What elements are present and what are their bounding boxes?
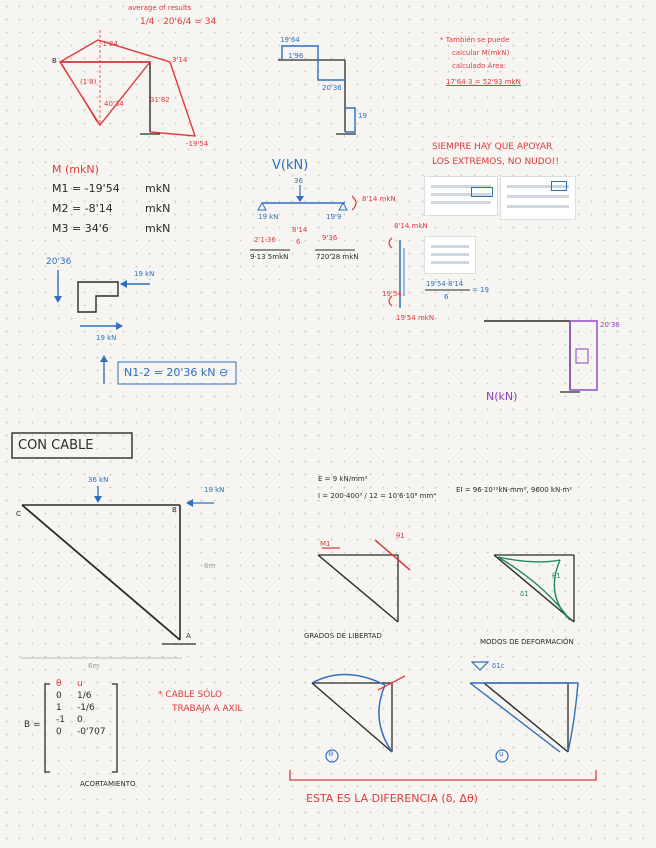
thumbnail-3: [424, 236, 476, 274]
beam-load: 36: [294, 177, 303, 185]
shear-label-v1: 1'96: [288, 52, 304, 60]
delta-label: δ1c: [492, 662, 505, 670]
dof-small-m1: M1: [320, 540, 331, 548]
frame1-label-left: (1'8): [80, 78, 97, 86]
matrix-note: ACORTAMIENTO: [80, 780, 136, 788]
moment-row-2: M2 = -8'14: [52, 202, 113, 215]
matrix-cell: 0: [56, 727, 62, 737]
height-label: 6m: [204, 562, 216, 570]
col-detail-top: 8'14 mkN: [394, 222, 428, 230]
section-title: CON CABLE: [18, 438, 94, 453]
matrix-cell: 1/6: [76, 691, 92, 701]
props-line1: E = 9 kN/mm²: [318, 475, 368, 483]
circle-label-2: u: [499, 750, 504, 758]
warning-line1: SIEMPRE HAY QUE APOYAR: [432, 142, 553, 152]
top-note-title: average of results: [128, 4, 192, 12]
matrix-cell: 0: [56, 691, 62, 701]
beam-frac2-den: 6: [296, 238, 301, 246]
axial-frame: [484, 321, 597, 392]
matrix-cell: -1/6: [76, 703, 95, 713]
load-top: 36 kN: [88, 476, 109, 484]
b-matrix: [50, 678, 112, 738]
warning-line2: LOS EXTREMOS, NO NUDO!!: [432, 157, 559, 167]
frame1-label-lower-mid: 40'34: [104, 100, 124, 108]
mode2-diagram: [470, 662, 578, 762]
difference-note: ESTA ES LA DIFERENCIA (δ, Δθ): [306, 792, 478, 805]
frame1-label-top: -1'84: [100, 40, 118, 48]
props-line2: I = 200·400³ / 12 = 10'6·10⁸ mm⁴: [318, 492, 437, 500]
thumbnail-2: [500, 176, 576, 220]
moment-row-3: M3 = 34'6: [52, 222, 109, 235]
beam-frac1: 2'1·36: [254, 236, 276, 244]
mode1-diagram: [312, 674, 405, 762]
width-label: 6m: [88, 662, 100, 670]
beam-right-moment: 8'14 mkN: [362, 195, 396, 203]
moments-title: M (mkN): [52, 163, 99, 176]
beam-frac1-den: 9·13 5mkN: [250, 253, 289, 261]
mode-small-delta: δ1: [520, 590, 529, 598]
frame1-node-b: B: [52, 57, 57, 65]
col-detail-left: 19'54: [382, 290, 402, 298]
mode-small-theta: θ1: [552, 572, 561, 580]
difference-bracket: [290, 770, 596, 780]
shear-title: V(kN): [272, 158, 309, 173]
n1-result: N1-2 = 20'36 kN ⊖: [124, 366, 229, 379]
note-right-line2: calcular M(mkN): [452, 49, 510, 57]
moment-row-1: M1 = -19'54: [52, 182, 120, 195]
beam-left-reaction: 19 kN: [258, 213, 279, 221]
moment-row-3-unit: mkN: [145, 222, 171, 235]
axial-small-label: 20'36: [46, 257, 72, 267]
col-detail-bottom: 19'54 mkN: [396, 314, 435, 322]
load-right: 19 kN: [204, 486, 225, 494]
note-right-line4: 17'64·3 = 52'93 mkN: [446, 78, 521, 86]
modes-label: MODOS DE DEFORMACIÓN: [480, 638, 574, 646]
axial-frame-title: N(kN): [486, 390, 518, 403]
axial-small-top: 19 kN: [134, 270, 155, 278]
note-right-line3: calculado Área:: [452, 62, 507, 70]
shear-label-v3: 19: [358, 112, 367, 120]
node-c: C: [16, 510, 21, 518]
circle-label-1: ⊖: [328, 750, 334, 758]
cable-note-line2: TRABAJA A AXIL: [172, 704, 243, 714]
note-right-line1: * También se puede: [440, 36, 510, 44]
matrix-header-theta: θ: [56, 679, 62, 689]
frame1-label-right: 3'14: [172, 56, 188, 64]
dof-diagram: [318, 540, 410, 622]
beam-frac3: 9'36: [322, 234, 338, 242]
dof-small-theta: θ1: [396, 532, 405, 540]
node-a: A: [186, 632, 191, 640]
col-detail-frac: 19'54·8'14: [426, 280, 464, 288]
axial-small-bottom: 19 kN: [96, 334, 117, 342]
cable-frame: [20, 486, 214, 658]
beam-frac3-den: 720'28 mkN: [316, 253, 359, 261]
shear-label-v2: 20'36: [322, 84, 342, 92]
matrix-cell: -0'707: [76, 727, 106, 737]
moment-row-1-unit: mkN: [145, 182, 171, 195]
matrix-cell: 0: [76, 715, 83, 725]
matrix-label: B =: [24, 720, 41, 730]
matrix-header-u: u: [76, 679, 83, 689]
dof-label: GRADOS DE LIBERTAD: [304, 632, 382, 640]
beam-right-reaction: 19'9: [326, 213, 342, 221]
top-note-formula: 1/4 · 20'6/4 = 34: [140, 17, 217, 27]
node-b: B: [172, 506, 177, 514]
shear-label-top: 19'64: [280, 36, 300, 44]
matrix-cell: 1: [56, 703, 62, 713]
col-detail-result: = 19: [472, 286, 489, 294]
frame1-label-mid: 31'82: [150, 96, 170, 104]
beam-frac2: 8'14: [292, 226, 308, 234]
props-line3: EI = 96·10¹²kN·mm², 9600 kN·m²: [456, 486, 573, 494]
frame1-label-bottom-right: -19'54: [186, 140, 209, 148]
col-detail-den: 6: [444, 293, 449, 301]
matrix-cell: -1: [56, 715, 65, 725]
thumbnail-1: [424, 176, 498, 216]
axial-frame-label: 20'36: [600, 321, 620, 329]
modes-diagram: [494, 555, 574, 622]
cable-note-line1: * CABLE SÓLO: [158, 690, 223, 700]
moment-row-2-unit: mkN: [145, 202, 171, 215]
